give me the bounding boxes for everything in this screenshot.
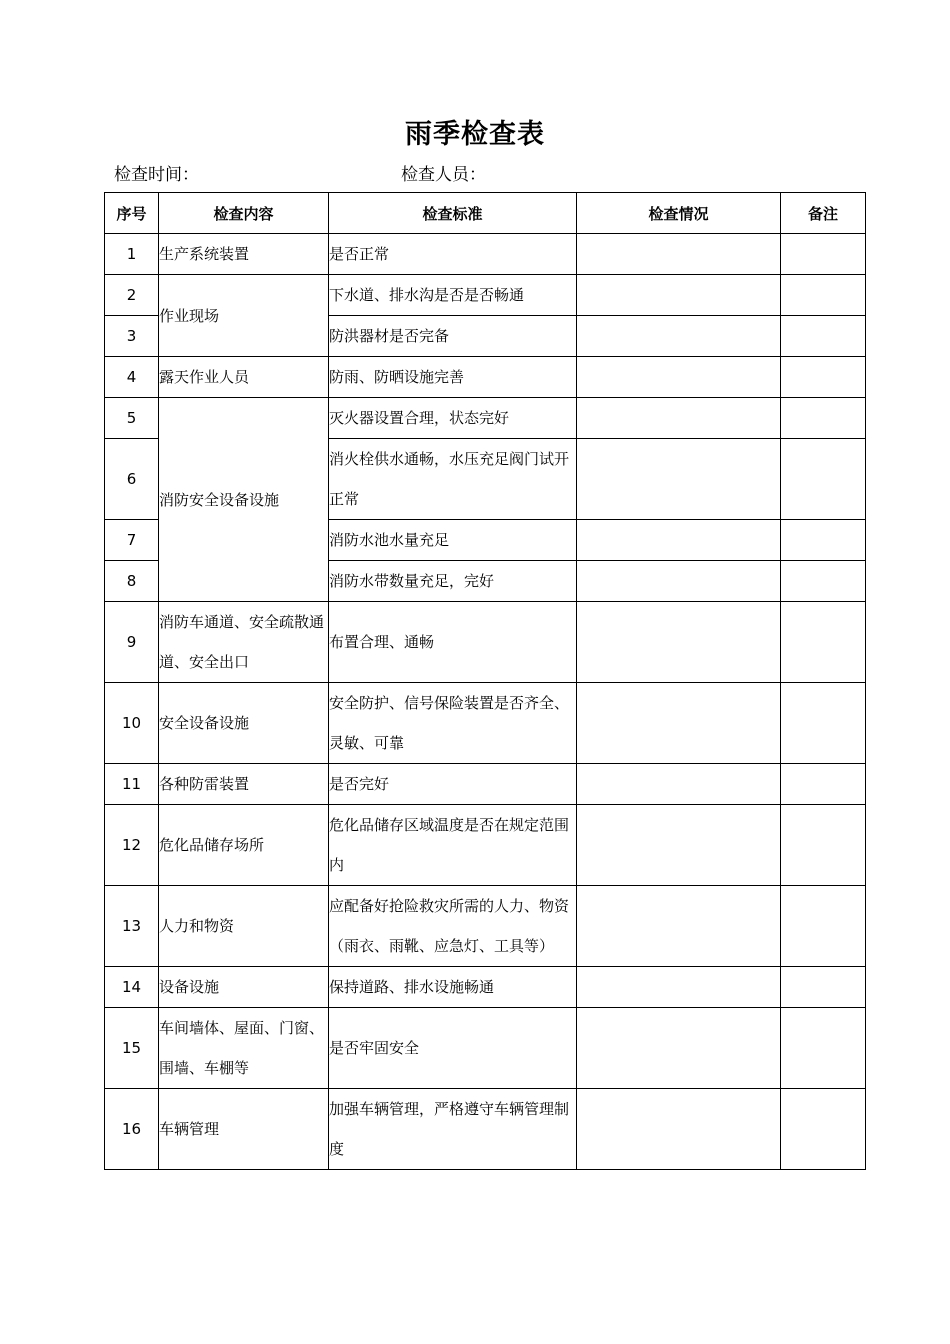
header-remark: 备注 <box>781 193 866 234</box>
row-item: 作业现场 <box>159 275 329 357</box>
row-result-cell[interactable] <box>577 357 781 398</box>
row-standard: 防洪器材是否完备 <box>329 316 577 357</box>
row-item: 生产系统装置 <box>159 234 329 275</box>
row-standard: 消火栓供水通畅，水压充足阀门试开正常 <box>329 439 577 520</box>
row-remark-cell[interactable] <box>781 886 866 967</box>
row-result-cell[interactable] <box>577 275 781 316</box>
row-standard: 是否正常 <box>329 234 577 275</box>
row-standard: 应配备好抢险救灾所需的人力、物资（雨衣、雨靴、应急灯、工具等） <box>329 886 577 967</box>
row-standard: 消防水池水量充足 <box>329 520 577 561</box>
row-item: 消防车通道、安全疏散通道、安全出口 <box>159 602 329 683</box>
row-item: 露天作业人员 <box>159 357 329 398</box>
row-no: 11 <box>105 764 159 805</box>
row-remark-cell[interactable] <box>781 561 866 602</box>
row-no: 7 <box>105 520 159 561</box>
row-standard: 是否完好 <box>329 764 577 805</box>
table-row <box>105 1008 866 1089</box>
inspection-table <box>104 192 866 1170</box>
row-no: 4 <box>105 357 159 398</box>
row-standard: 安全防护、信号保险装置是否齐全、灵敏、可靠 <box>329 683 577 764</box>
row-no: 5 <box>105 398 159 439</box>
header-result: 检查情况 <box>577 193 781 234</box>
table-row <box>105 234 866 275</box>
row-result-cell[interactable] <box>577 805 781 886</box>
row-result-cell[interactable] <box>577 398 781 439</box>
row-item: 车间墙体、屋面、门窗、围墙、车棚等 <box>159 1008 329 1089</box>
row-no: 15 <box>105 1008 159 1089</box>
table-row <box>105 602 866 683</box>
header-item: 检查内容 <box>159 193 329 234</box>
row-result-cell[interactable] <box>577 439 781 520</box>
row-remark-cell[interactable] <box>781 439 866 520</box>
row-standard: 消防水带数量充足，完好 <box>329 561 577 602</box>
row-result-cell[interactable] <box>577 764 781 805</box>
row-remark-cell[interactable] <box>781 764 866 805</box>
row-standard: 危化品储存区域温度是否在规定范围内 <box>329 805 577 886</box>
row-remark-cell[interactable] <box>781 683 866 764</box>
table-row <box>105 886 866 967</box>
row-remark-cell[interactable] <box>781 316 866 357</box>
row-standard: 灭火器设置合理，状态完好 <box>329 398 577 439</box>
row-no: 1 <box>105 234 159 275</box>
row-remark-cell[interactable] <box>781 398 866 439</box>
row-remark-cell[interactable] <box>781 357 866 398</box>
table-header-row <box>105 193 866 234</box>
row-item: 人力和物资 <box>159 886 329 967</box>
row-remark-cell[interactable] <box>781 967 866 1008</box>
header-standard: 检查标准 <box>329 193 577 234</box>
table-row <box>105 967 866 1008</box>
table-row <box>105 275 866 316</box>
header-no: 序号 <box>105 193 159 234</box>
row-standard: 防雨、防晒设施完善 <box>329 357 577 398</box>
row-result-cell[interactable] <box>577 1008 781 1089</box>
row-item: 安全设备设施 <box>159 683 329 764</box>
row-standard: 下水道、排水沟是否是否畅通 <box>329 275 577 316</box>
page-title: 雨季检查表 <box>405 119 545 150</box>
row-result-cell[interactable] <box>577 561 781 602</box>
row-remark-cell[interactable] <box>781 1008 866 1089</box>
row-standard: 是否牢固安全 <box>329 1008 577 1089</box>
row-item: 车辆管理 <box>159 1089 329 1170</box>
row-item: 消防安全设备设施 <box>159 398 329 602</box>
row-no: 10 <box>105 683 159 764</box>
row-no: 14 <box>105 967 159 1008</box>
inspection-time-label: 检查时间： <box>114 165 199 185</box>
row-no: 3 <box>105 316 159 357</box>
row-remark-cell[interactable] <box>781 805 866 886</box>
row-standard: 加强车辆管理，严格遵守车辆管理制度 <box>329 1089 577 1170</box>
row-result-cell[interactable] <box>577 520 781 561</box>
row-no: 9 <box>105 602 159 683</box>
table-row <box>105 398 866 439</box>
row-result-cell[interactable] <box>577 967 781 1008</box>
row-no: 12 <box>105 805 159 886</box>
row-remark-cell[interactable] <box>781 234 866 275</box>
table-row <box>105 683 866 764</box>
row-result-cell[interactable] <box>577 886 781 967</box>
row-result-cell[interactable] <box>577 234 781 275</box>
row-item: 各种防雷装置 <box>159 764 329 805</box>
table-row <box>105 357 866 398</box>
row-result-cell[interactable] <box>577 1089 781 1170</box>
row-no: 8 <box>105 561 159 602</box>
row-remark-cell[interactable] <box>781 1089 866 1170</box>
row-standard: 保持道路、排水设施畅通 <box>329 967 577 1008</box>
row-remark-cell[interactable] <box>781 275 866 316</box>
table-row <box>105 764 866 805</box>
row-no: 16 <box>105 1089 159 1170</box>
row-item: 设备设施 <box>159 967 329 1008</box>
row-result-cell[interactable] <box>577 602 781 683</box>
row-no: 2 <box>105 275 159 316</box>
table-row <box>105 1089 866 1170</box>
row-item: 危化品储存场所 <box>159 805 329 886</box>
row-standard: 布置合理、通畅 <box>329 602 577 683</box>
table-row <box>105 805 866 886</box>
row-remark-cell[interactable] <box>781 602 866 683</box>
row-no: 13 <box>105 886 159 967</box>
inspector-label: 检查人员： <box>401 165 486 185</box>
row-remark-cell[interactable] <box>781 520 866 561</box>
row-result-cell[interactable] <box>577 316 781 357</box>
row-no: 6 <box>105 439 159 520</box>
row-result-cell[interactable] <box>577 683 781 764</box>
